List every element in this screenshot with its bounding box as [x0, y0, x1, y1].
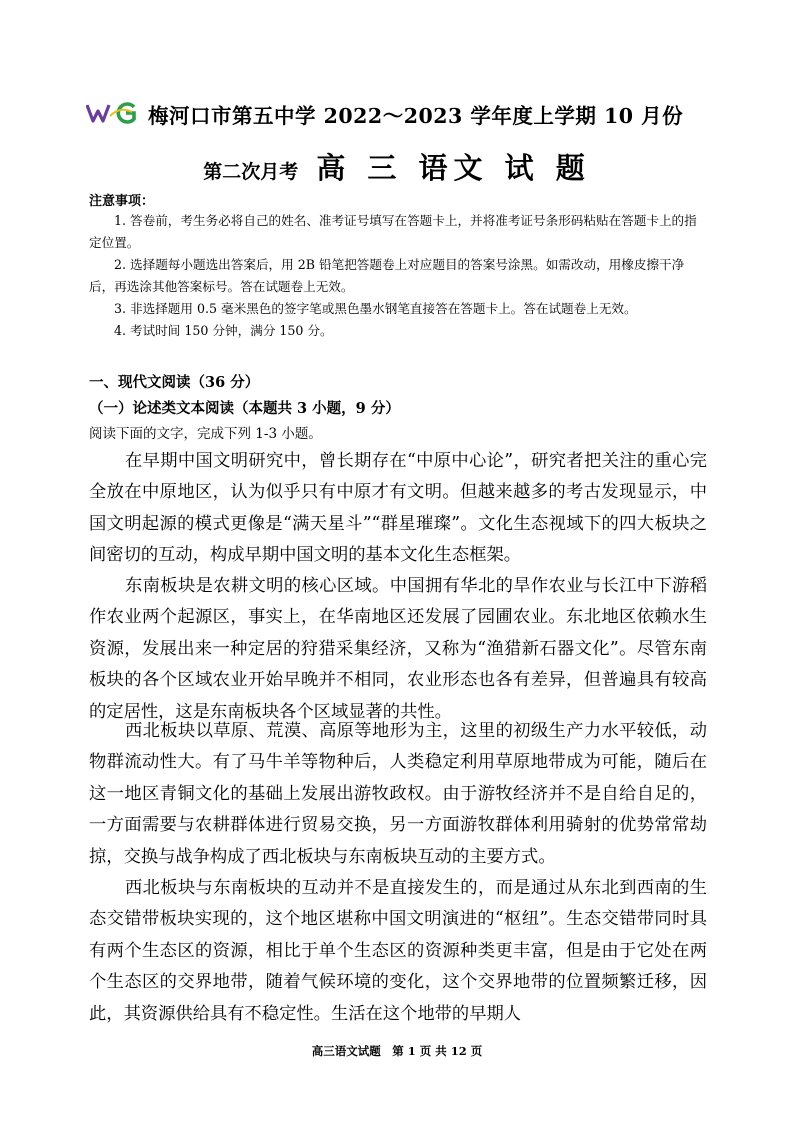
notice-item-4: 4. 考试时间 150 分钟，满分 150 分。: [114, 323, 333, 338]
exam-main-title: 高 三 语文 试 题: [316, 151, 591, 185]
passage-paragraph-2: 东南板块是农耕文明的核心区域。中国拥有华北的旱作农业与长江中下游稻作农业两个起源区，事实上，在华南地区还发展了园圃农业。东北地区依赖水生资源，发展出来一种定居的狩猎采集经济，又称为“渔猎新石器文化”。尽管东南板块的各个区域农业开始早晚并不相同，农业形态也各有差异，但普遍具有较高的定居性，这是东南板块各个区域显著的共性。: [89, 576, 707, 722]
exam-subtitle: 第二次月考: [203, 161, 299, 183]
page-header: [86, 94, 726, 134]
notice-item-2: 2. 选择题每小题选出答案后，用 2B 铅笔把答题卷上对应题目的答案号涂黑。如需改动，用橡皮擦干净后，再选涂其他答案标号。答在试题卷上无效。: [89, 257, 685, 294]
notice-item-1: 1. 答卷前，考生务必将自己的姓名、准考证号填写在答题卡上，并将准考证号条形码粘贴在答题卡上的指定位置。: [89, 213, 697, 250]
passage-paragraph-1: 在早期中国文明研究中，曾长期存在“中原中心论”，研究者把关注的重心完全放在中原地区，认为似乎只有中原才有文明。但越来越多的考古发现显示，中国文明起源的模式更像是“满天星斗”“群星璀璨”。文化生态视域下的四大板块之间密切的互动，构成早期中国文明的基本文化生态框架。: [89, 451, 707, 566]
exam-title: [0, 146, 794, 187]
school-logo: [86, 100, 138, 126]
notice-heading: 注意事项：: [89, 194, 155, 209]
notice-item-3: 3. 非选择题用 0.5 毫米黑色的签字笔或黑色墨水钢笔直接答在答题卡上。答在试题卷上无效。: [114, 301, 637, 316]
section-subheading: （一）论述类文本阅读（本题共 3 小题，9 分）: [89, 400, 400, 417]
passage-paragraph-4: 西北板块与东南板块的互动并不是直接发生的，而是通过从东北到西南的生态交错带板块实现的，这个地区堪称中国文明演进的“枢纽”。生态交错带同时具有两个生态区的资源，相比于单个生态区的资源种类更丰富，但是由于它处在两个生态区的交界地带，随着气候环境的变化，这个交界地带的位置频繁迁移，因此，其资源供给具有不稳定性。生活在这个地带的早期人: [89, 878, 707, 1024]
page-footer: 高三语文试题 第 1 页 共 12 页: [311, 1044, 483, 1058]
school-title: 梅河口市第五中学 2022～2023 学年度上学期 10 月份: [148, 104, 684, 128]
reading-instruction: 阅读下面的文字，完成下列 1-3 小题。: [89, 426, 322, 442]
passage-paragraph-3: 西北板块以草原、荒漠、高原等地形为主，这里的初级生产力水平较低，动物群流动性大。有了马牛羊等物种后，人类稳定利用草原地带成为可能，随后在这一地区青铜文化的基础上发展出游牧政权。由于游牧经济并不是自给自足的，一方面需要与农耕群体进行贸易交换，另一方面游牧群体利用骑射的优势常常劫掠，交换与战争构成了西北板块与东南板块互动的主要方式。: [89, 721, 707, 867]
section-heading: 一、现代文阅读（36 分）: [89, 374, 260, 391]
